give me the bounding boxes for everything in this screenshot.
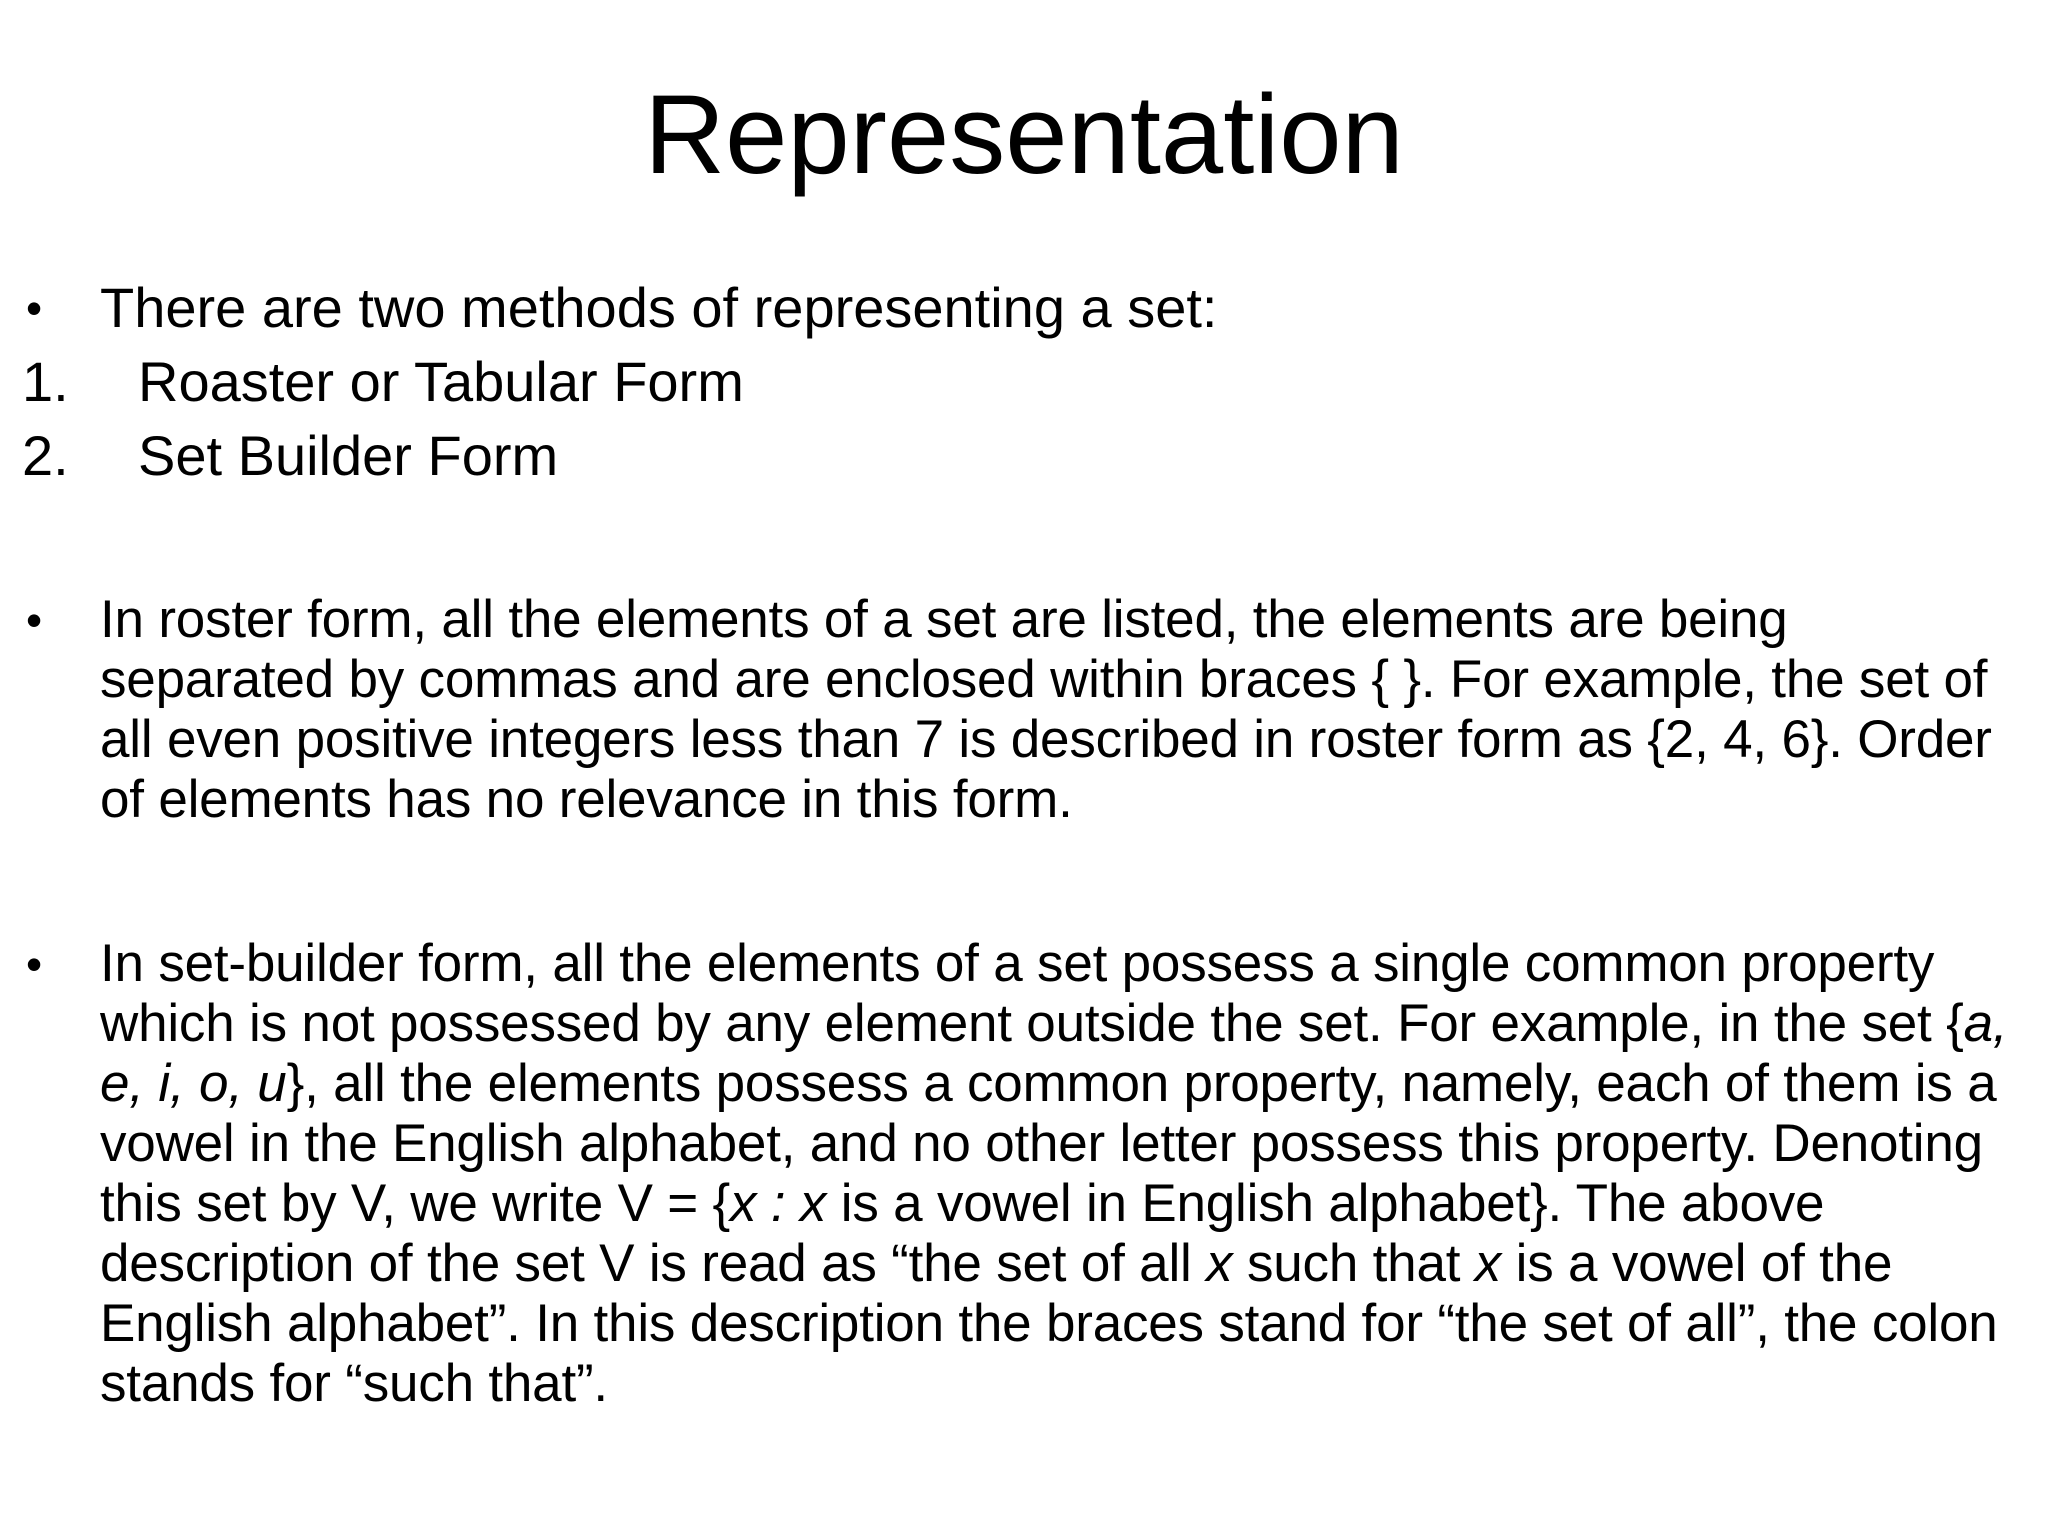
intro-text: There are two methods of representing a set:	[100, 276, 1218, 339]
variable-x: x	[1474, 1234, 1502, 1293]
set-builder-variable: x : x	[730, 1174, 827, 1233]
method-label: Roaster or Tabular Form	[138, 350, 744, 413]
method-item-2	[0, 426, 2048, 486]
roster-bullet	[0, 590, 2048, 830]
setbuilder-paragraph	[100, 934, 2035, 1414]
paragraph-segment: }, all the elements possess a common property, namely, each of them is a vowel in the English alphabet, and no other letter possess this property. Denoting this set by V, we write V = {	[100, 1054, 1997, 1233]
method-item-1	[0, 352, 2048, 412]
paragraph-segment: In set-builder form, all the elements of a set possess a single common property which is not possessed by any element outside the set. For example, in the set {	[100, 934, 1964, 1053]
intro-bullet	[0, 278, 2048, 338]
roster-paragraph: In roster form, all the elements of a set are listed, the elements are being separated by commas and are enclosed within braces { }. For example, the set of all even positive integers less than 7 is described in roster form as {2, 4, 6}. Order of elements has no relevance in this form.	[100, 590, 1992, 829]
paragraph-segment: such that	[1232, 1234, 1475, 1293]
method-number: 2.	[22, 424, 69, 487]
slide-title: Representation	[644, 72, 1404, 197]
method-label: Set Builder Form	[138, 424, 559, 487]
variable-x: x	[1206, 1234, 1233, 1293]
paragraph-segment: is a vowel in English alphabet}. The above description of the set V is read as “the set of all	[100, 1174, 1825, 1293]
bullet-icon: •	[26, 938, 43, 990]
vowel-set-elements: a, e, i, o, u	[100, 994, 2008, 1113]
setbuilder-bullet	[0, 934, 2048, 1414]
bullet-icon: •	[26, 282, 43, 334]
slide-body	[0, 278, 2048, 1414]
method-number: 1.	[22, 350, 69, 413]
paragraph-segment: is a vowel of the English alphabet”. In this description the braces stand for “the set of all”, the colon stands for “such that”.	[100, 1234, 1998, 1413]
bullet-icon: •	[26, 594, 43, 646]
